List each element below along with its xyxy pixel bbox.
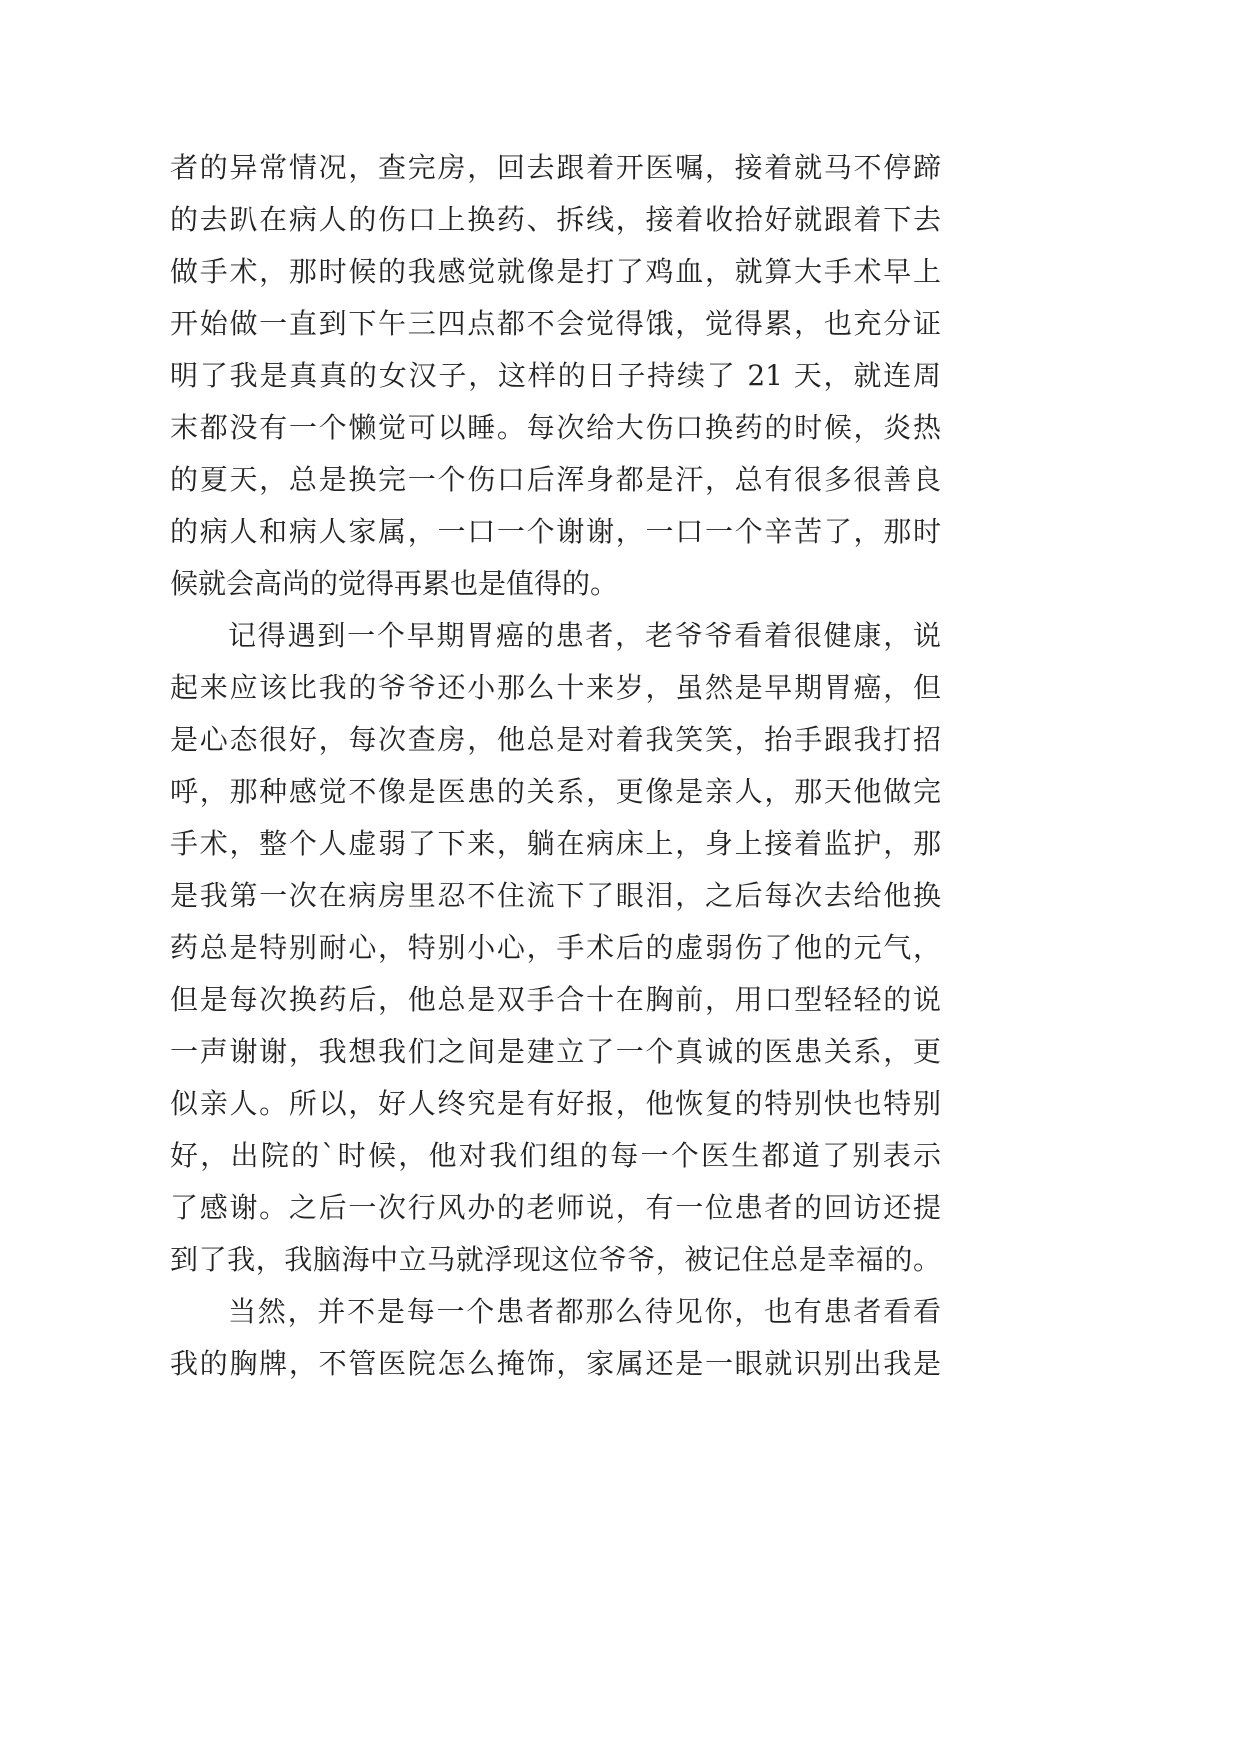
text-line: 呼，那种感觉不像是医患的关系，更像是亲人，那天他做完: [170, 775, 941, 808]
text-line: 但是每次换药后，他总是双手合十在胸前，用口型轻轻的说: [170, 983, 941, 1016]
text-line: 做手术，那时候的我感觉就像是打了鸡血，就算大手术早上: [170, 255, 941, 288]
text-line: 当然，并不是每一个患者都那么待见你，也有患者看看: [228, 1295, 941, 1328]
text-line: 的病人和病人家属，一口一个谢谢，一口一个辛苦了，那时: [170, 515, 941, 548]
paragraph: [170, 610, 941, 1286]
paragraph: [170, 1286, 941, 1390]
text-line: 的夏天，总是换完一个伤口后浑身都是汗，总有很多很善良: [170, 463, 941, 496]
text-line: 的去趴在病人的伤口上换药、拆线，接着收拾好就跟着下去: [170, 203, 941, 236]
text-line: 是我第一次在病房里忍不住流下了眼泪，之后每次去给他换: [170, 879, 941, 912]
text-line: 似亲人。所以，好人终究是有好报，他恢复的特别快也特别: [170, 1087, 941, 1120]
text-line: 候就会高尚的觉得再累也是值得的。: [170, 567, 619, 600]
text-line: 末都没有一个懒觉可以睡。每次给大伤口换药的时候，炎热: [170, 411, 941, 444]
paragraph: [170, 142, 941, 610]
text-line: 明了我是真真的女汉子，这样的日子持续了 21 天，就连周: [170, 359, 941, 392]
text-line: 开始做一直到下午三四点都不会觉得饿，觉得累，也充分证: [170, 307, 941, 340]
text-line: 了感谢。之后一次行风办的老师说，有一位患者的回访还提: [170, 1191, 941, 1224]
text-line: 者的异常情况，查完房，回去跟着开医嘱，接着就马不停蹄: [170, 151, 941, 184]
text-line: 好，出院的`时候，他对我们组的每一个医生都道了别表示: [170, 1139, 941, 1172]
text-line: 一声谢谢，我想我们之间是建立了一个真诚的医患关系，更: [170, 1035, 941, 1068]
text-line: 我的胸牌，不管医院怎么掩饰，家属还是一眼就识别出我是: [170, 1347, 941, 1380]
text-line: 手术，整个人虚弱了下来，躺在病床上，身上接着监护，那: [170, 827, 941, 860]
text-line: 记得遇到一个早期胃癌的患者，老爷爷看着很健康，说: [228, 619, 941, 652]
text-line: 药总是特别耐心，特别小心，手术后的虚弱伤了他的元气，: [170, 931, 941, 964]
document-body: [170, 142, 941, 1390]
text-line: 是心态很好，每次查房，他总是对着我笑笑，抬手跟我打招: [170, 723, 941, 756]
text-line: 起来应该比我的爷爷还小那么十来岁，虽然是早期胃癌，但: [170, 671, 941, 704]
text-line: 到了我，我脑海中立马就浮现这位爷爷，被记住总是幸福的。: [170, 1243, 941, 1276]
